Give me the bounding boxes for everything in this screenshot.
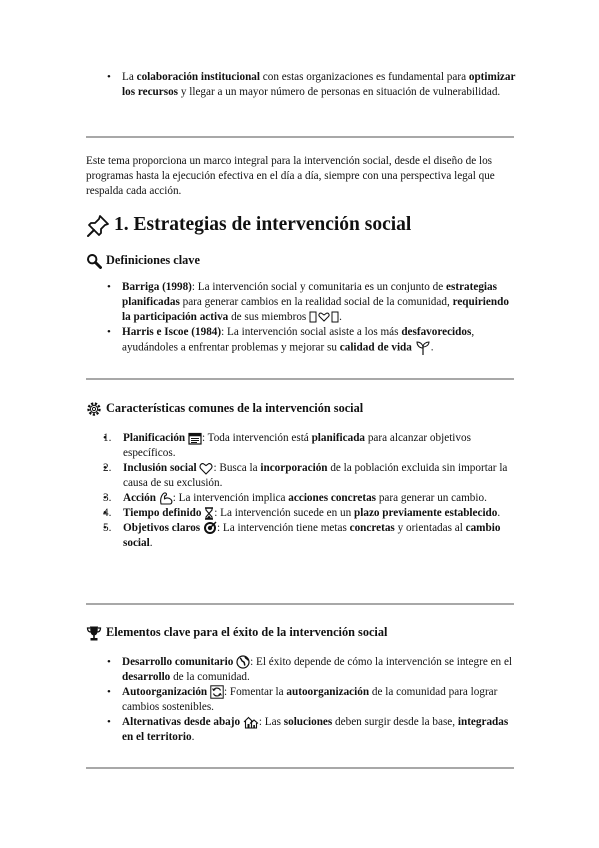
subheading-text: Definiciones clave [106, 253, 200, 267]
item-number: • 1. [103, 432, 112, 444]
text: . [149, 537, 153, 549]
item-number: • 3. [103, 492, 112, 504]
text: : Las [258, 716, 284, 728]
bold-text: concretas [349, 522, 395, 534]
list-item [103, 521, 517, 551]
text: de sus miembros [228, 311, 310, 323]
text: : Busca la [213, 462, 261, 474]
magnifier-icon [86, 253, 102, 269]
list-item [107, 325, 517, 356]
list-item [103, 506, 517, 521]
definitions-list [107, 280, 517, 356]
hourglass-icon [204, 507, 214, 520]
bold-text: autoorganización [286, 686, 370, 698]
list-item [103, 461, 517, 491]
text: : El éxito depende de cómo la intervención se integre en el [250, 656, 513, 668]
item-number: • 2. [103, 462, 112, 474]
intro-list [107, 70, 517, 100]
text: : La intervención tiene metas [216, 522, 350, 534]
text: . [430, 341, 434, 354]
bold-text: desfavorecidos [401, 326, 472, 338]
list-item [107, 70, 517, 100]
bold-text: Autoorganización [122, 686, 208, 698]
list-item [103, 491, 517, 506]
list-item [107, 280, 517, 325]
text: para alcanzar objetivos específicos. [123, 432, 471, 459]
bold-text: cambio social [123, 522, 501, 549]
bold-text: Desarrollo comunitario [122, 656, 234, 668]
bold-text: soluciones [283, 716, 333, 728]
bold-text: integradas en el territorio [122, 716, 509, 743]
text: : La intervención social asiste a los más [221, 326, 402, 338]
bold-text: requiriendo la participación activa [122, 296, 509, 323]
globe-icon [236, 655, 250, 669]
seedling-icon [415, 340, 431, 356]
text: La [122, 71, 137, 83]
cycle-icon [210, 685, 224, 699]
text: para generar un cambio. [376, 492, 487, 504]
heart-icon [199, 462, 213, 475]
text: : La intervención implica [172, 492, 289, 504]
bold-text: incorporación [260, 462, 328, 474]
people-heart-icon [309, 311, 339, 323]
bold-text: acciones concretas [288, 492, 377, 504]
text: . [497, 507, 501, 519]
target-icon [203, 521, 217, 535]
text: de la comunidad. [170, 671, 250, 683]
success-list [107, 655, 517, 745]
text: . [191, 731, 195, 743]
flexed-arm-icon [159, 491, 173, 505]
subheading-text: Características comunes de la intervención social [106, 401, 364, 415]
calendar-icon [188, 432, 202, 445]
text: , ayudándoles a enfrentar problemas y mejorar su [122, 326, 475, 354]
list-item [107, 655, 517, 685]
divider [86, 767, 514, 769]
bold-text: planificada [311, 432, 366, 444]
text: . [339, 311, 342, 323]
subheading-definitions [86, 252, 200, 269]
text: de la población excluida sin importar la causa de su exclusión. [123, 462, 508, 489]
divider [86, 603, 514, 605]
characteristics-list [103, 431, 517, 551]
bold-text: desarrollo [122, 671, 171, 683]
text: : La intervención social y comunitaria es un conjunto de [191, 281, 447, 293]
text: deben surgir desde la base, [332, 716, 458, 728]
summary-paragraph: Este tema proporciona un marco integral para la intervención social, desde el diseño de los programas hasta la ejecución efectiva en el día a día, siempre con una perspectiva legal que respalda cada acción. [86, 155, 495, 197]
bold-text: Acción [123, 492, 156, 504]
section-title-text: 1. Estrategias de intervención social [114, 214, 412, 235]
bold-text: Objetivos claros [123, 522, 201, 534]
trophy-icon [86, 625, 102, 641]
divider [86, 136, 514, 138]
subheading-text: Elementos clave para el éxito de la intervención social [106, 625, 388, 639]
section-title [86, 212, 411, 238]
list-item [103, 431, 517, 461]
bold-text: Alternativas desde abajo [122, 716, 241, 728]
text: : Toda intervención está [201, 432, 312, 444]
bold-text: Harris e Iscoe (1984) [122, 326, 222, 338]
list-item [107, 685, 517, 715]
bold-text: Planificación [123, 432, 186, 444]
list-item [107, 715, 517, 745]
bold-text: calidad de vida [339, 341, 412, 354]
text: : Fomentar la [223, 686, 287, 698]
bold-text: Inclusión social [123, 462, 197, 474]
houses-icon [243, 715, 259, 729]
item-number: • 5. [103, 522, 112, 534]
text: para generar cambios en la realidad social de la comunidad, [179, 296, 453, 308]
bold-text: colaboración institucional [136, 71, 260, 83]
text: de la comunidad para lograr cambios sostenibles. [122, 686, 498, 713]
divider [86, 378, 514, 380]
pin-icon [86, 214, 110, 238]
text: con estas organizaciones es fundamental para [260, 71, 469, 83]
bold-text: plazo previamente establecido [354, 507, 498, 519]
gear-icon [86, 401, 102, 417]
text: : La intervención sucede en un [214, 507, 355, 519]
bold-text: estrategias planificadas [122, 281, 497, 308]
text: y llegar a un mayor número de personas en situación de vulnerabilidad. [178, 86, 501, 98]
bold-text: Barriga (1998) [122, 281, 192, 293]
item-number: • 4. [103, 507, 112, 519]
subheading-success [86, 624, 387, 641]
text: y orientadas al [394, 522, 466, 534]
bold-text: Tiempo definido [123, 507, 202, 519]
bold-text: optimizar los recursos [122, 71, 516, 98]
subheading-characteristics [86, 400, 363, 417]
